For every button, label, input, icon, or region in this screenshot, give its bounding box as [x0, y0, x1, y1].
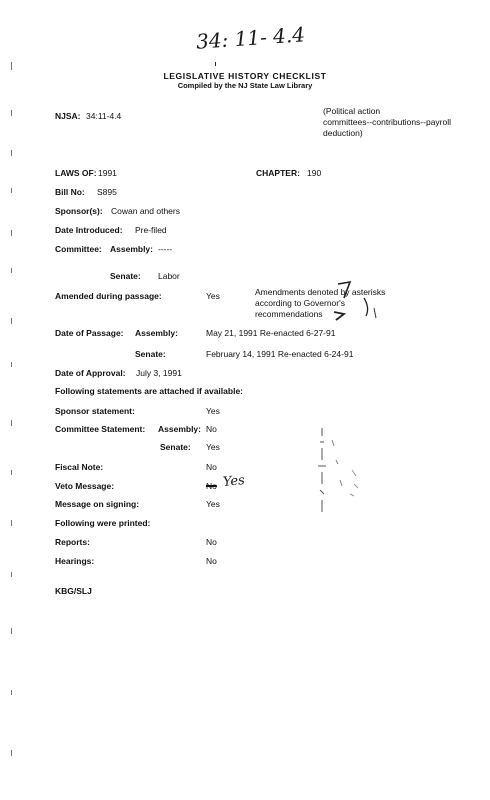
- veto-message-struck-value: No: [206, 481, 217, 491]
- margin-mark: [11, 690, 12, 695]
- message-on-signing-label: Message on signing:: [55, 499, 140, 509]
- veto-message-handwritten-value: Yes: [222, 473, 246, 490]
- margin-mark: [11, 470, 12, 475]
- message-on-signing-value: Yes: [206, 499, 220, 509]
- amended-value: Yes: [206, 291, 220, 301]
- date-of-approval-label: Date of Approval:: [55, 368, 126, 378]
- margin-mark: [11, 572, 12, 577]
- margin-mark: [11, 188, 12, 193]
- checklist-title: LEGISLATIVE HISTORY CHECKLIST: [163, 71, 327, 81]
- date-of-approval-value: July 3, 1991: [136, 368, 182, 378]
- chapter-label: CHAPTER:: [256, 168, 300, 178]
- sponsor-statement-value: Yes: [206, 406, 220, 416]
- margin-mark: [11, 110, 12, 116]
- passage-assembly-value: May 21, 1991 Re-enacted 6-27-91: [206, 328, 336, 338]
- committee-statement-assembly-value: No: [206, 424, 217, 434]
- following-attached-heading: Following statements are attached if available:: [55, 386, 243, 396]
- margin-mark: [11, 230, 12, 236]
- subject-line: committees--contributions--payroll: [323, 117, 452, 127]
- hearings-value: No: [206, 556, 217, 566]
- committee-label: Committee:: [55, 244, 102, 254]
- laws-of-label: LAWS OF:: [55, 168, 97, 178]
- committee-statement-senate-label: Senate:: [160, 442, 191, 452]
- njsa-value: 34:11-4.4: [86, 111, 122, 121]
- committee-senate-value: Labor: [158, 271, 180, 281]
- fiscal-note-label: Fiscal Note:: [55, 462, 104, 472]
- amended-note-line: Amendments denoted by asterisks: [255, 287, 386, 297]
- committee-assembly-value: -----: [158, 244, 173, 254]
- margin-mark: [11, 62, 12, 70]
- subject-line: deduction): [323, 128, 363, 138]
- bill-no-value: S895: [97, 187, 117, 197]
- chapter-value: 190: [307, 168, 322, 178]
- margin-mark: [11, 750, 12, 756]
- njsa-label: NJSA:: [55, 111, 81, 121]
- initials: KBG/SLJ: [55, 586, 92, 596]
- checklist-subtitle: Compiled by the NJ State Law Library: [177, 81, 313, 90]
- margin-mark: [11, 268, 12, 273]
- margin-mark: [11, 520, 12, 526]
- amended-note-line: according to Governor's: [255, 298, 345, 308]
- committee-statement-senate-value: Yes: [206, 442, 220, 452]
- date-introduced-label: Date Introduced:: [55, 225, 123, 235]
- passage-assembly-label: Assembly:: [135, 328, 178, 338]
- sponsor-statement-label: Sponsor statement:: [55, 406, 135, 416]
- date-of-passage-label: Date of Passage:: [55, 328, 124, 338]
- margin-mark: [11, 628, 12, 634]
- scan-dot: [215, 62, 216, 66]
- following-printed-heading: Following were printed:: [55, 518, 151, 528]
- sponsors-value: Cowan and others: [111, 206, 180, 216]
- margin-mark: [11, 420, 12, 426]
- sponsors-label: Sponsor(s):: [55, 206, 103, 216]
- amended-note-line: recommendations: [255, 309, 323, 319]
- committee-assembly-label: Assembly:: [110, 244, 153, 254]
- margin-mark: [11, 150, 12, 156]
- subject-line: (Political action: [323, 106, 381, 116]
- date-introduced-value: Pre-filed: [135, 225, 167, 235]
- amended-label: Amended during passage:: [55, 291, 162, 301]
- hearings-label: Hearings:: [55, 556, 95, 566]
- reports-value: No: [206, 537, 217, 547]
- margin-mark: [11, 362, 12, 367]
- committee-statement-assembly-label: Assembly:: [158, 424, 201, 434]
- handwritten-number: 34: 11- 4.4: [195, 22, 306, 54]
- veto-message-label: Veto Message:: [55, 481, 115, 491]
- passage-senate-value: February 14, 1991 Re-enacted 6-24-91: [206, 349, 354, 359]
- bill-no-label: Bill No:: [55, 187, 85, 197]
- laws-of-value: 1991: [98, 168, 117, 178]
- passage-senate-label: Senate:: [135, 349, 166, 359]
- committee-senate-label: Senate:: [110, 271, 141, 281]
- fiscal-note-value: No: [206, 462, 217, 472]
- committee-statement-label: Committee Statement:: [55, 424, 146, 434]
- reports-label: Reports:: [55, 537, 90, 547]
- faint-stamp-icon: [312, 420, 372, 520]
- handwritten-scribble-icon: [330, 278, 390, 326]
- margin-mark: [11, 318, 12, 324]
